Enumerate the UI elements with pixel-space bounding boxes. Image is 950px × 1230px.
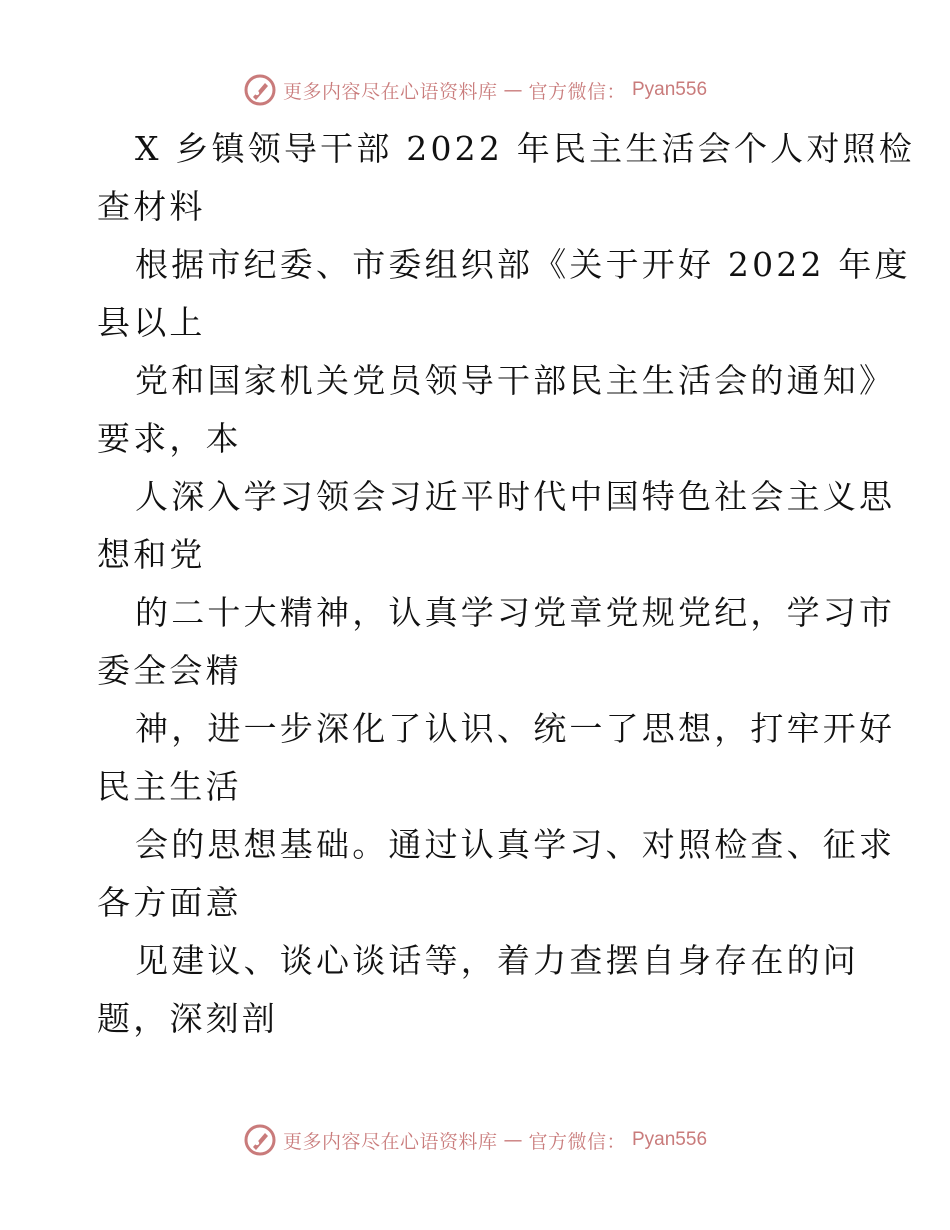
pen-nib-logo-icon [243,1123,277,1157]
text-line [97,642,857,700]
text-line-tail: 委全会精 [97,651,242,690]
banner-title: 更多内容尽在心语资料库 [282,80,498,103]
footer-wechat-label: 官方微信： [528,1130,626,1153]
text-line [97,120,915,178]
text-line-lead: 的二十大精神，认真学习党章党规党纪，学习市 [135,593,896,632]
pen-nib-logo-icon [243,73,277,107]
text-line [97,352,896,410]
text-line [97,758,857,816]
text-line [97,468,896,526]
text-line [97,410,857,468]
footer-title: 更多内容尽在心语资料库 [282,1130,498,1153]
text-line-tail: 民主生活 [97,767,242,806]
text-line [97,294,857,352]
text-line-tail: 题，深刻剖 [97,999,278,1038]
text-line-lead: X 乡镇领导干部 2022 年民主生活会个人对照检 [135,129,915,168]
text-line [97,816,896,874]
text-line-lead: 党和国家机关党员领导干部民主生活会的通知》 [135,361,896,400]
text-line-tail: 各方面意 [97,883,242,922]
text-line-lead: 会的思想基础。通过认真学习、对照检查、征求 [135,825,896,864]
text-line [97,700,896,758]
text-line [97,932,857,990]
document-body [97,120,915,1048]
banner-separator: — [503,79,523,101]
header-banner [0,70,950,110]
text-line-tail: 查材料 [97,187,206,226]
footer-banner [0,1120,950,1160]
text-line [97,178,857,236]
banner-wechat-id: Pyan556 [632,79,708,100]
text-line-tail: 要求，本 [97,419,242,458]
text-line-tail: 县以上 [97,303,206,342]
text-line-lead: 人深入学习领会习近平时代中国特色社会主义思 [135,477,896,516]
footer-separator: — [503,1129,523,1151]
text-line-lead: 见建议、谈心谈话等，着力查摆自身存在的问 [135,941,859,980]
text-line [97,584,896,642]
footer-wechat-id: Pyan556 [632,1129,708,1150]
text-line-lead: 根据市纪委、市委组织部《关于开好 2022 年度 [135,245,911,284]
banner-wechat-label: 官方微信： [528,80,626,103]
text-line-lead: 神，进一步深化了认识、统一了思想，打牢开好 [135,709,896,748]
text-line [97,236,911,294]
text-line [97,990,857,1048]
text-line [97,874,857,932]
text-line [97,526,857,584]
text-line-tail: 想和党 [97,535,206,574]
